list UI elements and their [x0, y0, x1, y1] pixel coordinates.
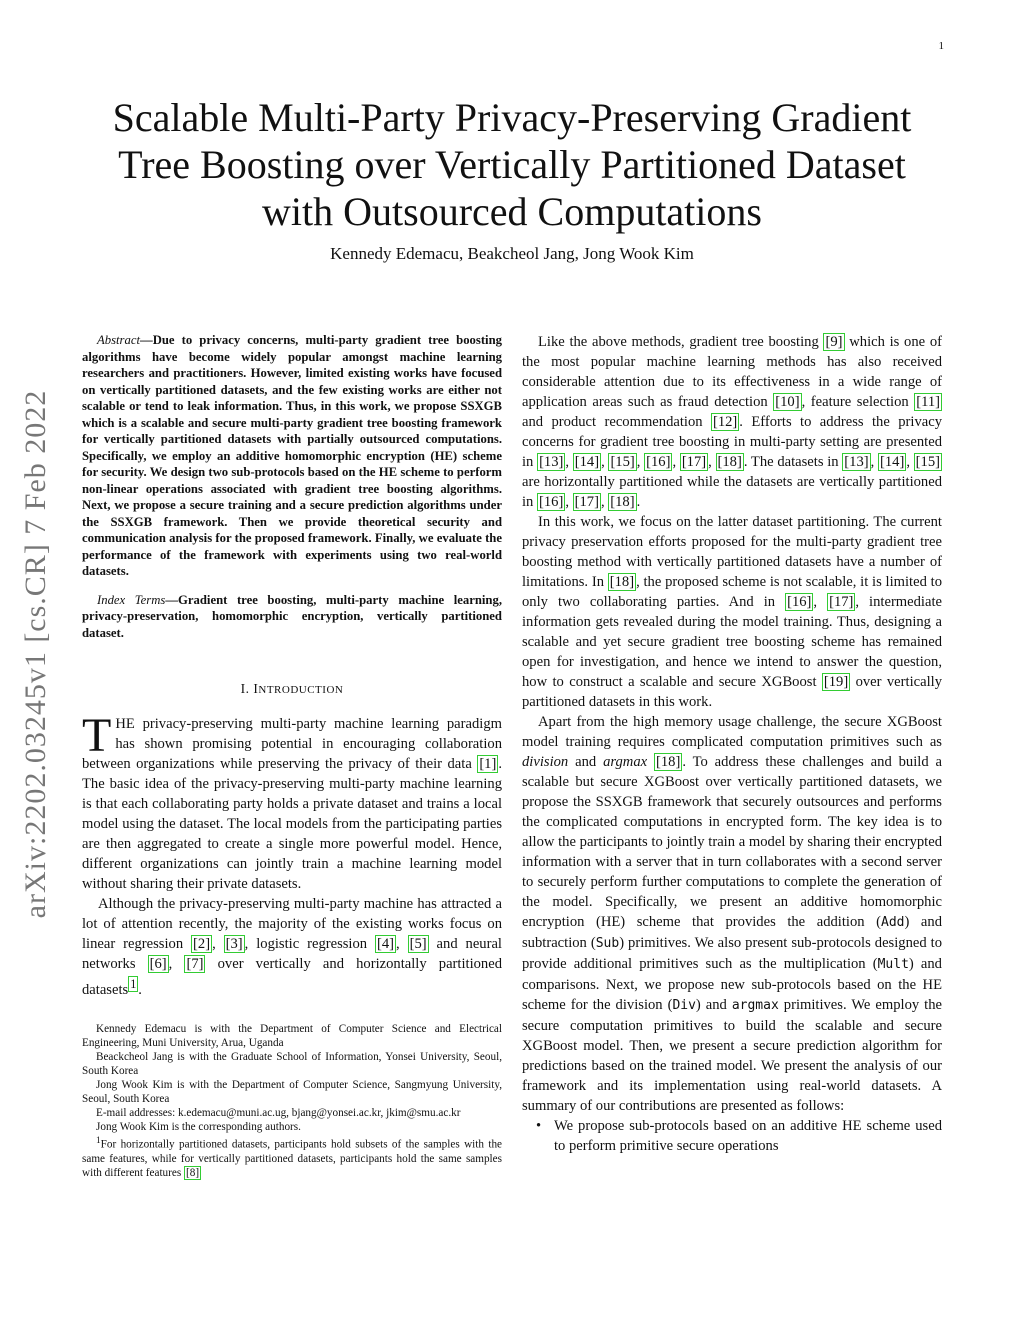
citation-link[interactable]: [15] [610, 454, 635, 470]
paper-authors: Kennedy Edemacu, Beakcheol Jang, Jong Wook Kim [330, 244, 694, 263]
citation-link[interactable]: [13] [844, 454, 869, 470]
right-paragraph-2: In this work, we focus on the latter dataset partitioning. The current privacy preservation efforts proposed for the multi-party gradient tree boosting method with vertically partitioned datasets have a number of limitations. In [18] , the proposed scheme is not scalable, it is limited to only two collaborating parties. And in [16] , [17] , intermediate information gets revealed during the model training. Thus, designing a scalable and yet secure gradient tree boosting scheme has remained open for investigation, and hence we intend to answer the question, how to construct a scalable and secure XGBoost [19] over vertically partitioned datasets in this work. [522, 514, 942, 710]
citation-link[interactable]: [13] [539, 454, 564, 470]
citation-link[interactable]: [15] [915, 454, 940, 470]
math-division: division [522, 754, 569, 770]
right-column [522, 332, 942, 1156]
contributions-list [522, 1116, 942, 1156]
arxiv-id: arXiv:2202.03245v1 [cs.CR] 7 Feb 2022 [19, 389, 52, 919]
footnote-corresponding: Jong Wook Kim is the corresponding authors. [96, 1120, 301, 1133]
list-item: • We propose sub-protocols based on an additive HE scheme used to perform primitive secure operations [522, 1116, 942, 1156]
footnotes [82, 1022, 502, 1180]
code-argmax: argmax [731, 998, 779, 1013]
citation-link[interactable]: [17] [829, 594, 854, 610]
index-terms-text: Gradient tree boosting, multi-party machine learning, privacy-preservation, homomorphic encryption, vertically partitioned dataset. [82, 592, 502, 640]
index-terms: Index Terms—Gradient tree boosting, multi-party machine learning, privacy-preservation, homomorphic encryption, vertically partitioned dataset. [82, 592, 502, 640]
citation-link[interactable]: [9] [825, 334, 843, 350]
page-number: 1 [938, 40, 944, 52]
footnote-affiliation-2: Beackcheol Jang is with the Graduate School of Information, Yonsei University, Seoul, South Korea [82, 1050, 502, 1077]
citation-link[interactable]: [11] [916, 394, 941, 410]
paper-title: Scalable Multi-Party Privacy-Preserving Gradient Tree Boosting over Vertically Partitioned Dataset with Outsourced Computations [112, 95, 912, 234]
citation-link[interactable]: [18] [656, 754, 681, 770]
footnote-link[interactable]: 1 [130, 977, 137, 991]
code-mult: Mult [877, 957, 909, 972]
citation-link[interactable]: [19] [823, 674, 849, 690]
citation-link[interactable]: [3] [225, 936, 243, 952]
citation-link[interactable]: [7] [186, 956, 204, 972]
arxiv-watermark [14, 380, 58, 928]
citation-link[interactable]: [16] [787, 594, 812, 610]
abstract-text: Due to privacy concerns, multi-party gradient tree boosting algorithms have become widely popular amongst machine learning researchers and practitioners. However, limited existing works have focused on vertically partitioned datasets, and the few existing works are either not scalable or tend to leak information. Thus, in this work, we propose SSXGB which is a scalable and secure multi-party gradient tree boosting framework for vertically partitioned datasets with partially outsourced computations. Specifically, we employ an additive homomorphic encryption (HE) scheme for security. We design two sub-protocols based on the HE scheme to perform non-linear operations associated with gradient tree boosting algorithms. Next, we propose a secure training and a secure prediction algorithms under the SSXGB framework. Then we provide theoretical security and communication analysis for the proposed framework. Finally, we evaluate the performance of the framework with experiments using two real-world datasets. [82, 333, 502, 578]
citation-link[interactable]: [6] [149, 956, 167, 972]
index-terms-label: Index Terms [97, 592, 166, 607]
citation-link[interactable]: [4] [377, 936, 395, 952]
citation-link[interactable]: [12] [712, 414, 738, 430]
footnote-1: $^1$For horizontally partitioned datasets, participants hold subsets of the samples with the same features, while for vertically partitioned datasets, participants hold the same samples with different features [8] [82, 1135, 502, 1179]
intro-paragraph-1: THE privacy-preserving multi-party machine learning paradigm has shown promising potential in encouraging collaboration between organizations while preserving the privacy of their data [1] . The basic idea of the privacy-preserving multi-party machine learning is that each collaborating party holds a private dataset and trains a local model using the dataset. The local models from the participating parties are then aggregated to create a single more powerful model. Hence, different organizations can jointly train a machine learning model without sharing their private datasets. [82, 709, 502, 892]
footnote-emails: E-mail addresses: k.edemacu@muni.ac.ug, bjang@yonsei.ac.kr, jkim@smu.ac.kr [96, 1106, 461, 1119]
citation-link[interactable]: [1] [479, 756, 497, 772]
code-add: Add [881, 915, 905, 930]
code-sub: Sub [595, 936, 620, 951]
code-div: Div [672, 998, 696, 1013]
math-argmax: argmax [603, 754, 648, 770]
abstract: Abstract—Due to privacy concerns, multi-party gradient tree boosting algorithms have become widely popular amongst machine learning researchers and practitioners. However, limited existing works have focused on vertically partitioned datasets, and the few existing works are either not scalable or tend to leak information. Thus, in this work, we propose SSXGB which is a scalable and secure multi-party gradient tree boosting framework for vertically partitioned datasets with partially outsourced computations. Specifically, we employ an additive homomorphic encryption (HE) scheme for security. We design two sub-protocols based on the HE scheme to perform non-linear operations associated with gradient tree boosting algorithms. Next, we propose a secure training and a secure prediction algorithms under the SSXGB framework. Then we provide theoretical security and communication analysis for the proposed framework. Finally, we evaluate the performance of the framework with experiments using two real-world datasets. [82, 333, 502, 578]
citation-link[interactable]: [2] [193, 936, 211, 952]
right-paragraph-3: Apart from the high memory usage challenge, the secure XGBoost model training requires complicated computation primitives such as division and argmax [18] . To address these challenges and build a scalable but secure XGBoost over vertically partitioned datasets, we propose the SSXGB framework that securely outsources and performs the complicated computations in encrypted form. The key idea is to allow the participants to jointly train a model by sharing their encrypted information with a server that in turn collaborates with a second server to securely perform further computations to complete the generation of the model. Specifically, we present an additive homomorphic encryption (HE) scheme that provides the addition (Add) and subtraction (Sub) primitives. We also present sub-protocols designed to provide additional primitives such as the multiplication (Mult) and comparisons. Next, we propose new sub-protocols based on the HE scheme for the division (Div) and argmax primitives. We employ the secure computation primitives to build the scalable and secure XGBoost model. Then, we present a secure prediction algorithm for predictions based on the trained model. We present the analysis of our framework and its implementation using real-world datasets. A summary of our contributions are presented as follows: [522, 714, 942, 1114]
intro-paragraph-2: Although the privacy-preserving multi-party machine has attracted a lot of attention recently, the majority of the existing works focus on linear regression [2] , [3] , logistic regression [4] , [5] and neural networks [6] , [7] over vertically and horizontally partitioned datasets $^1$ . [82, 896, 502, 998]
abstract-label: Abstract [97, 333, 140, 347]
footnote-affiliation-1: Kennedy Edemacu is with the Department of Computer Science and Electrical Engineering, Muni University, Arua, Uganda [82, 1022, 502, 1049]
left-column [82, 332, 502, 1180]
citation-link[interactable]: [18] [717, 454, 742, 470]
citation-link[interactable]: [16] [539, 494, 564, 510]
citation-link[interactable]: [18] [610, 494, 635, 510]
right-paragraph-1: Like the above methods, gradient tree boosting [9] which is one of the most popular machine learning methods has also received considerable attention due to its effectiveness in a wide range of application areas such as fraud detection [10] , feature selection [11] and product recommendation [12] . Efforts to address the privacy concerns for gradient tree boosting in multi-party setting are presented in [13] , [14] , [15] , [16] , [17] , [18] . The datasets in [13] , [14] , [15] are horizontally partitioned while the datasets are vertically partitioned in [16] , [17] , [18] . [522, 334, 942, 510]
citation-link[interactable]: [14] [574, 454, 600, 470]
citation-link[interactable]: [8] [186, 1166, 200, 1179]
section-heading-introduction: I. INTRODUCTION [240, 681, 344, 696]
footnote-affiliation-3: Jong Wook Kim is with the Department of Computer Science, Sangmyung University, Seoul, South Korea [82, 1078, 502, 1105]
citation-link[interactable]: [17] [574, 494, 599, 510]
citation-link[interactable]: [10] [775, 394, 800, 410]
citation-link[interactable]: [5] [409, 936, 427, 952]
citation-link[interactable]: [14] [879, 454, 905, 470]
citation-link[interactable]: [16] [646, 454, 671, 470]
drop-cap: T [82, 709, 112, 762]
citation-link[interactable]: [18] [609, 574, 635, 590]
citation-link[interactable]: [17] [681, 454, 707, 470]
